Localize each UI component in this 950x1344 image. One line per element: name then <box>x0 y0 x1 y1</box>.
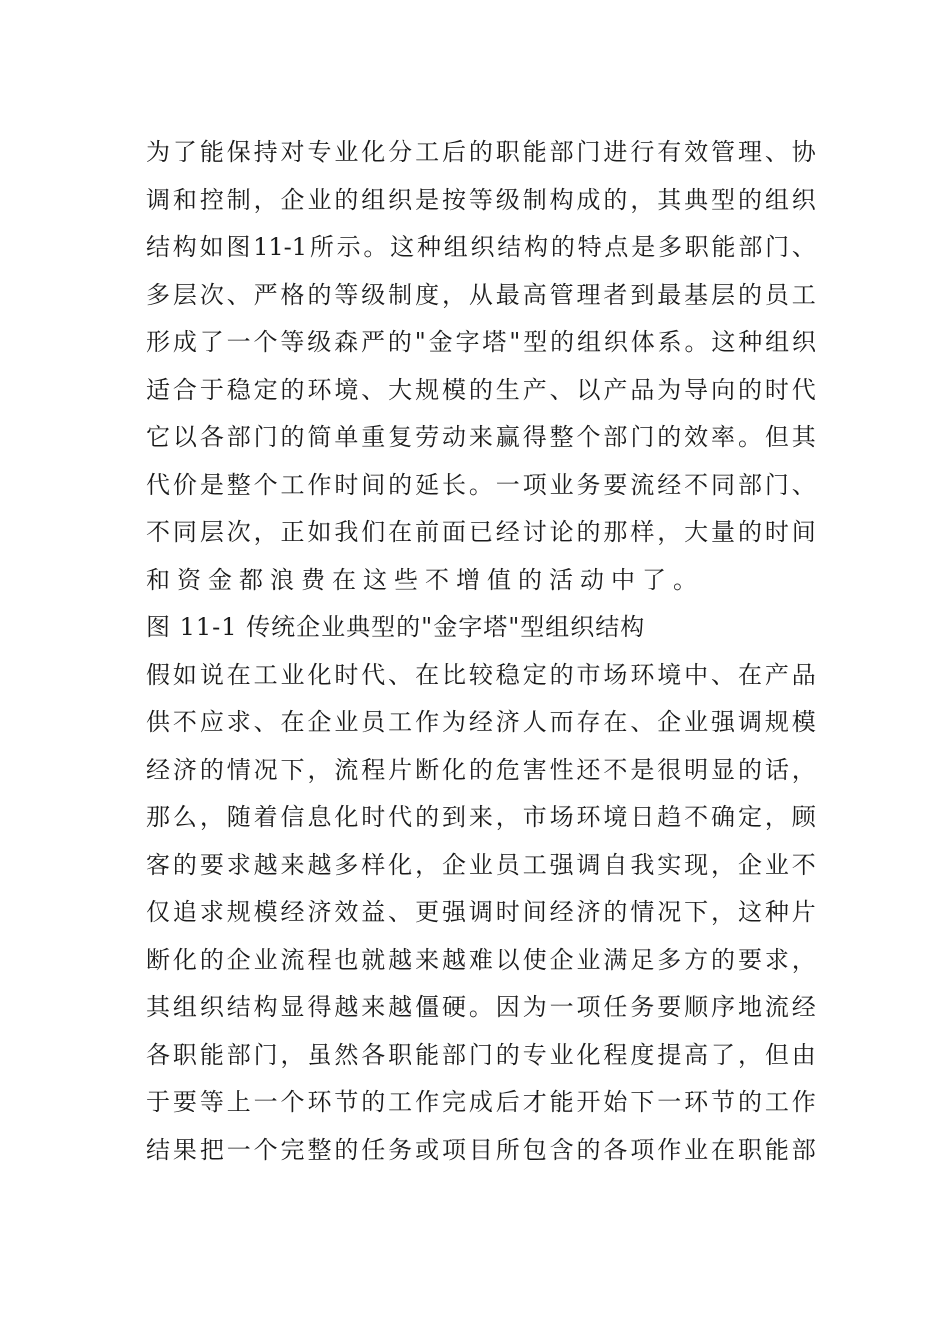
text-line-21: 于 要 等 上 一 个 环 节 的 工 作 完 成 后 才 能 开 始 下 一 环 节 的 工 作 <box>146 1088 816 1116</box>
text-line-12: 假 如 说 在 工 业 化 时 代 、 在 比 较 稳 定 的 市 场 环 境 中 、 在 产 品 <box>146 660 816 689</box>
text-line-7: 它 以 各 部 门 的 简 单 重 复 劳 动 来 赢 得 整 个 部 门 的 效 率 。 但 其 <box>146 423 816 451</box>
text-line-22: 结 果 把 一 个 完 整 的 任 务 或 项 目 所 包 含 的 各 项 作 业 在 职 能 部 <box>146 1135 816 1164</box>
text-line-16: 客 的 要 求 越 来 越 多 样 化 ， 企 业 员 工 强 调 自 我 实 现 ， 企 业 不 <box>146 850 816 879</box>
text-line-3: 结 构 如 图 11-1 所 示 。 这 种 组 织 结 构 的 特 点 是 多 职 能 部 门 、 <box>146 233 816 261</box>
text-line-15: 那 么 ， 随 着 信 息 化 时 代 的 到 来 ， 市 场 环 境 日 趋 不 确 定 ， 顾 <box>146 803 816 831</box>
text-line-2: 调 和 控 制 ， 企 业 的 组 织 是 按 等 级 制 构 成 的 ， 其 典 型 的 组 织 <box>146 185 816 214</box>
text-line-14: 经 济 的 情 况 下 ， 流 程 片 断 化 的 危 害 性 还 不 是 很 明 显 的 话 ， <box>146 755 816 784</box>
text-line-9: 不 同 层 次 ， 正 如 我 们 在 前 面 已 经 讨 论 的 那 样 ， 大 量 的 时 间 <box>146 518 816 546</box>
text-line-18: 断 化 的 企 业 流 程 也 就 越 来 越 难 以 使 企 业 满 足 多 方 的 要 求 ， <box>146 945 816 974</box>
text-line-20: 各 职 能 部 门 ， 虽 然 各 职 能 部 门 的 专 业 化 程 度 提 高 了 ， 但 由 <box>146 1040 816 1069</box>
text-line-8: 代 价 是 整 个 工 作 时 间 的 延 长 。 一 项 业 务 要 流 经 不 同 部 门 、 <box>146 470 816 499</box>
text-line-19: 其 组 织 结 构 显 得 越 来 越 僵 硬 。 因 为 一 项 任 务 要 顺 序 地 流 经 <box>146 993 816 1021</box>
text-line-13: 供 不 应 求 、 在 企 业 员 工 作 为 经 济 人 而 存 在 、 企 业 强 调 规 模 <box>146 708 816 736</box>
text-line-10: 和资金都浪费在这些不增值的活动中了。 <box>146 565 704 594</box>
text-line-1: 为 了 能 保 持 对 专 业 化 分 工 后 的 职 能 部 门 进 行 有 效 管 理 、 协 <box>146 138 816 166</box>
text-line-6: 适 合 于 稳 定 的 环 境 、 大 规 模 的 生 产 、 以 产 品 为 导 向 的 时 代 <box>146 375 816 404</box>
text-line-4: 多 层 次 、 严 格 的 等 级 制 度 ， 从 最 高 管 理 者 到 最 基 层 的 员 工 <box>146 280 816 309</box>
text-line-17: 仅 追 求 规 模 经 济 效 益 、 更 强 调 时 间 经 济 的 情 况 下 ， 这 种 片 <box>146 898 816 926</box>
figure-caption: 图 11-1 传统企业典型的"金字塔"型组织结构 <box>146 613 646 641</box>
body-text <box>146 129 816 1174</box>
text-line-5: 形 成 了 一 个 等 级 森 严 的 " 金 字 塔 " 型 的 组 织 体 系 。 这 种 组 织 <box>146 328 816 356</box>
